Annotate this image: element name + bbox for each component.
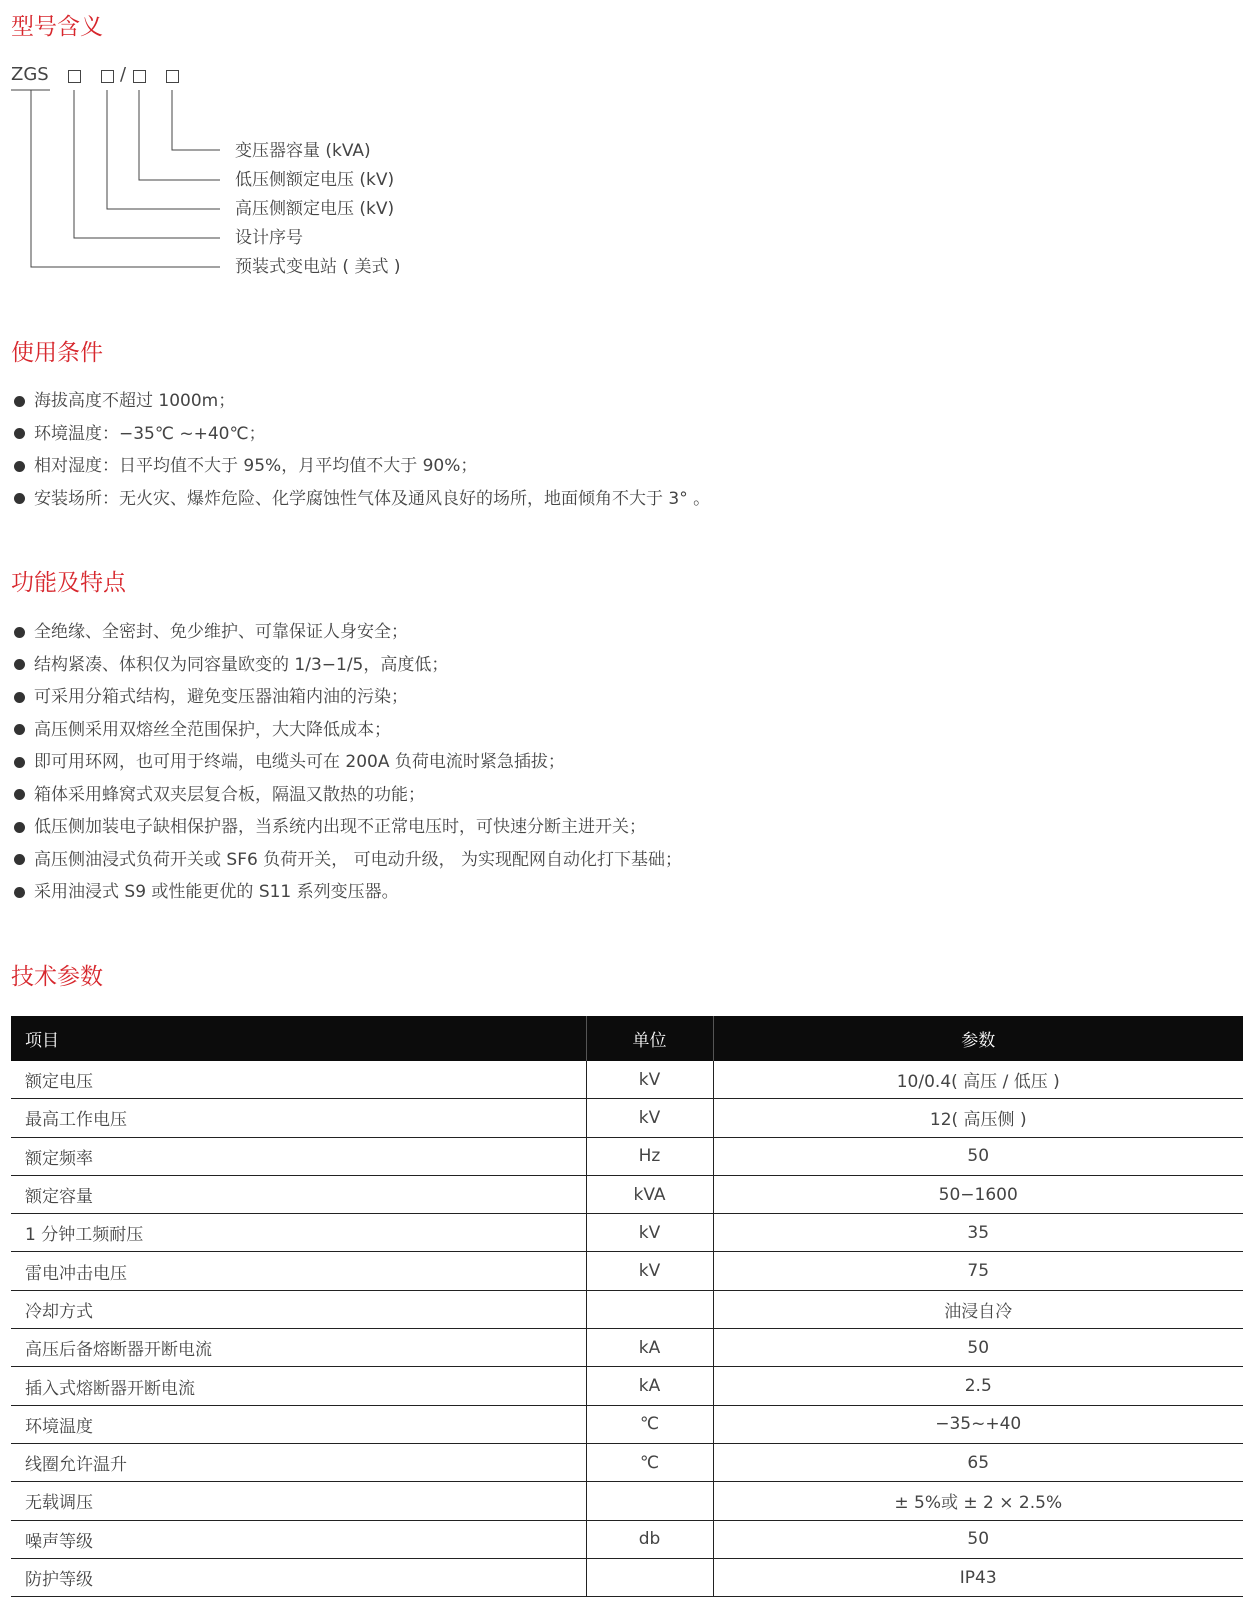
list-item: 采用油浸式 S9 或性能更优的 S11 系列变压器。 bbox=[11, 876, 682, 909]
bullet-icon bbox=[14, 428, 25, 439]
cell-unit: kV bbox=[586, 1099, 713, 1137]
cell-unit: Hz bbox=[586, 1137, 713, 1175]
section-title-specs: 技术参数 bbox=[11, 964, 103, 990]
model-code: ZGS bbox=[11, 64, 49, 85]
cell-unit bbox=[586, 1558, 713, 1596]
table-row bbox=[11, 1443, 1243, 1481]
list-item: 可采用分箱式结构，避免变压器油箱内油的污染； bbox=[11, 681, 682, 714]
bullet-icon bbox=[14, 659, 25, 670]
spec-table bbox=[11, 1016, 1243, 1597]
list-item: 低压侧加装电子缺相保护器，当系统内出现不正常电压时，可快速分断主进开关； bbox=[11, 811, 682, 844]
cell-item: 冷却方式 bbox=[11, 1290, 586, 1328]
cell-value: 50 bbox=[713, 1329, 1243, 1367]
cell-item: 额定容量 bbox=[11, 1175, 586, 1213]
list-item: 环境温度：−35℃ ~+40℃； bbox=[11, 418, 710, 451]
table-row bbox=[11, 1367, 1243, 1405]
cell-unit: kA bbox=[586, 1329, 713, 1367]
table-row bbox=[11, 1137, 1243, 1175]
bullet-icon bbox=[14, 887, 25, 898]
cell-item: 额定电压 bbox=[11, 1061, 586, 1099]
cell-value: 50 bbox=[713, 1137, 1243, 1175]
leader-lv bbox=[139, 90, 220, 180]
cell-unit: ℃ bbox=[586, 1405, 713, 1443]
cell-item: 环境温度 bbox=[11, 1405, 586, 1443]
bullet-icon bbox=[14, 692, 25, 703]
bullet-icon bbox=[14, 627, 25, 638]
cell-value: IP43 bbox=[713, 1558, 1243, 1596]
section-title-features: 功能及特点 bbox=[11, 570, 126, 596]
cell-value: 油浸自冷 bbox=[713, 1290, 1243, 1328]
list-item: 即可用环网，也可用于终端，电缆头可在 200A 负荷电流时紧急插拔； bbox=[11, 746, 682, 779]
model-label-substation: 预装式变电站 ( 美式 ) bbox=[235, 257, 401, 277]
cell-value: 10/0.4( 高压 / 低压 ) bbox=[713, 1061, 1243, 1099]
table-row bbox=[11, 1520, 1243, 1558]
bullet-icon bbox=[14, 854, 25, 865]
cell-unit: ℃ bbox=[586, 1443, 713, 1481]
cell-value: 50−1600 bbox=[713, 1175, 1243, 1213]
bullet-icon bbox=[14, 822, 25, 833]
cell-value: ± 5%或 ± 2 × 2.5% bbox=[713, 1482, 1243, 1520]
leader-design bbox=[74, 90, 220, 238]
model-label-capacity: 变压器容量 (kVA) bbox=[235, 141, 371, 161]
leader-substation bbox=[31, 90, 220, 267]
list-item: 箱体采用蜂窝式双夹层复合板，隔温又散热的功能； bbox=[11, 779, 682, 812]
cell-item: 雷电冲击电压 bbox=[11, 1252, 586, 1290]
cell-value: 12( 高压侧 ) bbox=[713, 1099, 1243, 1137]
table-row bbox=[11, 1061, 1243, 1099]
conditions-list bbox=[11, 385, 710, 515]
list-item: 安装场所：无火灾、爆炸危险、化学腐蚀性气体及通风良好的场所，地面倾角不大于 3° 。 bbox=[11, 483, 710, 516]
cell-item: 线圈允许温升 bbox=[11, 1443, 586, 1481]
cell-value: 2.5 bbox=[713, 1367, 1243, 1405]
table-row bbox=[11, 1252, 1243, 1290]
model-diagram-lines bbox=[0, 0, 240, 280]
header-unit: 单位 bbox=[586, 1016, 713, 1061]
table-row bbox=[11, 1290, 1243, 1328]
bullet-icon bbox=[14, 724, 25, 735]
bullet-icon bbox=[14, 757, 25, 768]
cell-item: 高压后备熔断器开断电流 bbox=[11, 1329, 586, 1367]
list-item: 高压侧采用双熔丝全范围保护，大大降低成本； bbox=[11, 714, 682, 747]
bullet-icon bbox=[14, 461, 25, 472]
list-item: 海拔高度不超过 1000m； bbox=[11, 385, 710, 418]
cell-unit: db bbox=[586, 1520, 713, 1558]
model-label-lv: 低压侧额定电压 (kV) bbox=[235, 170, 395, 190]
cell-item: 噪声等级 bbox=[11, 1520, 586, 1558]
code-slash: / bbox=[120, 64, 127, 85]
table-header-row bbox=[11, 1016, 1243, 1061]
cell-value: −35~+40 bbox=[713, 1405, 1243, 1443]
leader-capacity bbox=[172, 90, 220, 150]
bullet-icon bbox=[14, 789, 25, 800]
list-item: 结构紧凑、体积仅为同容量欧变的 1/3−1/5，高度低； bbox=[11, 649, 682, 682]
table-row bbox=[11, 1099, 1243, 1137]
table-row bbox=[11, 1558, 1243, 1596]
bullet-icon bbox=[14, 493, 25, 504]
cell-item: 最高工作电压 bbox=[11, 1099, 586, 1137]
section-title-conditions: 使用条件 bbox=[11, 340, 103, 366]
cell-item: 插入式熔断器开断电流 bbox=[11, 1367, 586, 1405]
cell-unit bbox=[586, 1290, 713, 1328]
cell-value: 50 bbox=[713, 1520, 1243, 1558]
cell-unit: kV bbox=[586, 1214, 713, 1252]
list-item: 全绝缘、全密封、免少维护、可靠保证人身安全； bbox=[11, 616, 682, 649]
table-row bbox=[11, 1175, 1243, 1213]
cell-item: 无载调压 bbox=[11, 1482, 586, 1520]
cell-unit bbox=[586, 1482, 713, 1520]
model-label-design: 设计序号 bbox=[235, 228, 303, 248]
model-label-hv: 高压侧额定电压 (kV) bbox=[235, 199, 395, 219]
list-item: 相对湿度：日平均值不大于 95%，月平均值不大于 90%； bbox=[11, 450, 710, 483]
cell-unit: kVA bbox=[586, 1175, 713, 1213]
cell-value: 75 bbox=[713, 1252, 1243, 1290]
table-row bbox=[11, 1482, 1243, 1520]
cell-item: 额定频率 bbox=[11, 1137, 586, 1175]
table-row bbox=[11, 1329, 1243, 1367]
cell-value: 35 bbox=[713, 1214, 1243, 1252]
header-value: 参数 bbox=[713, 1016, 1243, 1061]
table-row bbox=[11, 1214, 1243, 1252]
cell-unit: kA bbox=[586, 1367, 713, 1405]
cell-item: 1 分钟工频耐压 bbox=[11, 1214, 586, 1252]
cell-unit: kV bbox=[586, 1252, 713, 1290]
table-row bbox=[11, 1405, 1243, 1443]
cell-item: 防护等级 bbox=[11, 1558, 586, 1596]
list-item: 高压侧油浸式负荷开关或 SF6 负荷开关， 可电动升级， 为实现配网自动化打下基础； bbox=[11, 844, 682, 877]
cell-unit: kV bbox=[586, 1061, 713, 1099]
features-list bbox=[11, 616, 682, 909]
section-title-model: 型号含义 bbox=[11, 14, 103, 40]
bullet-icon bbox=[14, 396, 25, 407]
cell-value: 65 bbox=[713, 1443, 1243, 1481]
header-item: 项目 bbox=[11, 1016, 586, 1061]
